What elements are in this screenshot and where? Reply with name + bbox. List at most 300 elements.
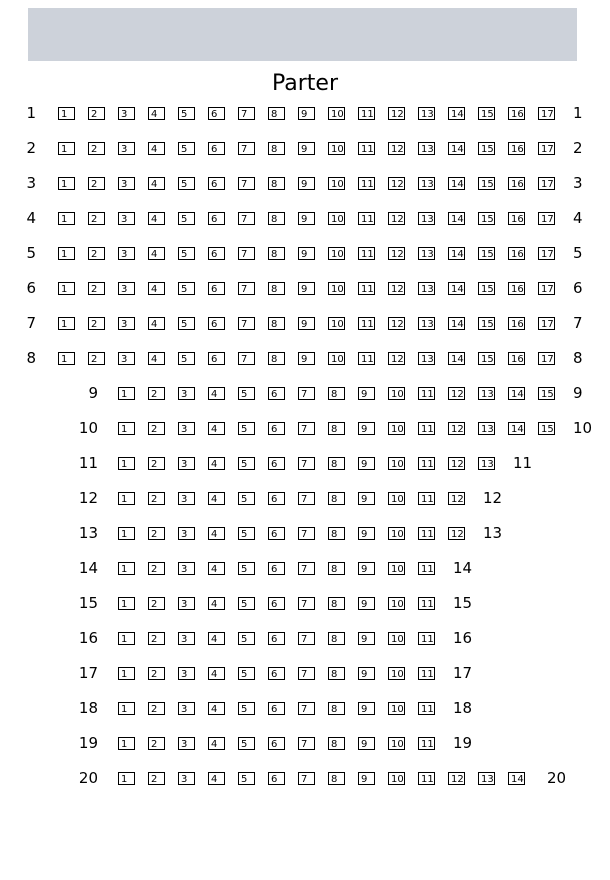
- seat-number: 14: [511, 774, 524, 785]
- seat-row-1-seat-10[interactable]: [328, 107, 345, 120]
- seat-row-6-seat-5[interactable]: [178, 282, 195, 295]
- seat-row-20-seat-14[interactable]: [508, 772, 525, 785]
- seat-row-10-seat-12[interactable]: [448, 422, 465, 435]
- seat-row-14-seat-9[interactable]: [358, 562, 375, 575]
- seat-number: 5: [181, 354, 188, 365]
- seat-row-19-seat-4[interactable]: [208, 737, 225, 750]
- seat-row-4-seat-4[interactable]: [148, 212, 165, 225]
- seat-row-6-seat-15[interactable]: [478, 282, 495, 295]
- seat-row-1-seat-3[interactable]: [118, 107, 135, 120]
- seat-number: 12: [451, 774, 464, 785]
- seat-row-20-seat-4[interactable]: [208, 772, 225, 785]
- seat-row-6-seat-2[interactable]: [88, 282, 105, 295]
- seat-row-16-seat-11[interactable]: [418, 632, 435, 645]
- seat-row-15-seat-6[interactable]: [268, 597, 285, 610]
- seat-row-14-seat-11[interactable]: [418, 562, 435, 575]
- seat-row-19-seat-1[interactable]: [118, 737, 135, 750]
- seat-row-18-seat-7[interactable]: [298, 702, 315, 715]
- seat-row-2-seat-12[interactable]: [388, 142, 405, 155]
- seat-row-4-seat-1[interactable]: [58, 212, 75, 225]
- seat-row-8-seat-3[interactable]: [118, 352, 135, 365]
- seat-row-11-seat-9[interactable]: [358, 457, 375, 470]
- seat-row-19-seat-7[interactable]: [298, 737, 315, 750]
- seat-row-11-seat-4[interactable]: [208, 457, 225, 470]
- seat-row-18-seat-4[interactable]: [208, 702, 225, 715]
- seat-row-1-seat-1[interactable]: [58, 107, 75, 120]
- seat-row-10-seat-5[interactable]: [238, 422, 255, 435]
- seat-row-8-seat-8[interactable]: [268, 352, 285, 365]
- seat-row-11-seat-3[interactable]: [178, 457, 195, 470]
- seat-row-19-seat-6[interactable]: [268, 737, 285, 750]
- seat-row-6-seat-3[interactable]: [118, 282, 135, 295]
- seat-row-2-seat-7[interactable]: [238, 142, 255, 155]
- seat-row-1-seat-17[interactable]: [538, 107, 555, 120]
- seat-row-18-seat-9[interactable]: [358, 702, 375, 715]
- seat-row-2-seat-10[interactable]: [328, 142, 345, 155]
- seat-row-18-seat-3[interactable]: [178, 702, 195, 715]
- seat-row-17-seat-9[interactable]: [358, 667, 375, 680]
- seat-row-7-seat-2[interactable]: [88, 317, 105, 330]
- seat-row-4-seat-12[interactable]: [388, 212, 405, 225]
- seat-row-12-seat-2[interactable]: [148, 492, 165, 505]
- seat-row-7-seat-15[interactable]: [478, 317, 495, 330]
- seat-row-8-seat-10[interactable]: [328, 352, 345, 365]
- seat-row-7-seat-14[interactable]: [448, 317, 465, 330]
- seat-row-16-seat-3[interactable]: [178, 632, 195, 645]
- seat-row-3-seat-11[interactable]: [358, 177, 375, 190]
- seat-row-5-seat-2[interactable]: [88, 247, 105, 260]
- seat-row-5-seat-9[interactable]: [298, 247, 315, 260]
- seat-row-1-seat-5[interactable]: [178, 107, 195, 120]
- seat-row-7-seat-12[interactable]: [388, 317, 405, 330]
- seat-row-6-seat-6[interactable]: [208, 282, 225, 295]
- row-label-left: 19: [78, 734, 98, 752]
- seat-row-15-seat-10[interactable]: [388, 597, 405, 610]
- seat-row-9-seat-2[interactable]: [148, 387, 165, 400]
- seat-row-1-seat-7[interactable]: [238, 107, 255, 120]
- seat-row-4-seat-5[interactable]: [178, 212, 195, 225]
- seat-number: 8: [271, 249, 278, 260]
- seat-row-19-seat-9[interactable]: [358, 737, 375, 750]
- seat-row-7-seat-8[interactable]: [268, 317, 285, 330]
- seat-row-6-seat-16[interactable]: [508, 282, 525, 295]
- seat-row-5-seat-8[interactable]: [268, 247, 285, 260]
- seat-row-7-seat-10[interactable]: [328, 317, 345, 330]
- seat-row-13-seat-11[interactable]: [418, 527, 435, 540]
- seat-row-5-seat-11[interactable]: [358, 247, 375, 260]
- seat-row-5-seat-4[interactable]: [148, 247, 165, 260]
- seat-row-13-seat-9[interactable]: [358, 527, 375, 540]
- seat-row-8-seat-11[interactable]: [358, 352, 375, 365]
- seat-row-10-seat-3[interactable]: [178, 422, 195, 435]
- seat-row-20-seat-11[interactable]: [418, 772, 435, 785]
- seat-row-10-seat-10[interactable]: [388, 422, 405, 435]
- seat-row-10-seat-4[interactable]: [208, 422, 225, 435]
- seat-row-4-seat-9[interactable]: [298, 212, 315, 225]
- row-label-right: 7: [573, 314, 583, 332]
- seat-row-1-seat-8[interactable]: [268, 107, 285, 120]
- seat-row-20-seat-13[interactable]: [478, 772, 495, 785]
- seat-row-12-seat-3[interactable]: [178, 492, 195, 505]
- seat-row-19-seat-10[interactable]: [388, 737, 405, 750]
- seat-row-11-seat-7[interactable]: [298, 457, 315, 470]
- seat-row-6-seat-7[interactable]: [238, 282, 255, 295]
- seat-row-10-seat-6[interactable]: [268, 422, 285, 435]
- seat-row-3-seat-10[interactable]: [328, 177, 345, 190]
- seat-row-3-seat-16[interactable]: [508, 177, 525, 190]
- seat-row-7-seat-9[interactable]: [298, 317, 315, 330]
- seat-row-10-seat-15[interactable]: [538, 422, 555, 435]
- seat-row-2-seat-16[interactable]: [508, 142, 525, 155]
- seat-row-9-seat-8[interactable]: [328, 387, 345, 400]
- seat-row-9-seat-10[interactable]: [388, 387, 405, 400]
- seat-number: 5: [241, 424, 248, 435]
- seat-row-15-seat-3[interactable]: [178, 597, 195, 610]
- seat-row-9-seat-11[interactable]: [418, 387, 435, 400]
- seat-row-7-seat-16[interactable]: [508, 317, 525, 330]
- seat-row-1-seat-12[interactable]: [388, 107, 405, 120]
- seat-row-8-seat-15[interactable]: [478, 352, 495, 365]
- seat-row-1-seat-14[interactable]: [448, 107, 465, 120]
- seat-row-18-seat-1[interactable]: [118, 702, 135, 715]
- seat-row-2-seat-3[interactable]: [118, 142, 135, 155]
- seat-row-15-seat-2[interactable]: [148, 597, 165, 610]
- seat-number: 12: [451, 389, 464, 400]
- seat-row-17-seat-7[interactable]: [298, 667, 315, 680]
- seat-row-7-seat-11[interactable]: [358, 317, 375, 330]
- seat-row-10-seat-11[interactable]: [418, 422, 435, 435]
- seat-row-13-seat-2[interactable]: [148, 527, 165, 540]
- seat-row-8-seat-7[interactable]: [238, 352, 255, 365]
- seat-row-13-seat-12[interactable]: [448, 527, 465, 540]
- seat-row-4-seat-3[interactable]: [118, 212, 135, 225]
- seat-row-19-seat-2[interactable]: [148, 737, 165, 750]
- seat-row-5-seat-10[interactable]: [328, 247, 345, 260]
- seat-row-12-seat-4[interactable]: [208, 492, 225, 505]
- seat-row-17-seat-8[interactable]: [328, 667, 345, 680]
- seat-row-5-seat-15[interactable]: [478, 247, 495, 260]
- seat-row-8-seat-16[interactable]: [508, 352, 525, 365]
- seat-row-13-seat-10[interactable]: [388, 527, 405, 540]
- seat-row-11-seat-8[interactable]: [328, 457, 345, 470]
- seat-row-7-seat-1[interactable]: [58, 317, 75, 330]
- seat-row-18-seat-11[interactable]: [418, 702, 435, 715]
- seat-row-6-seat-14[interactable]: [448, 282, 465, 295]
- seat-row-9-seat-7[interactable]: [298, 387, 315, 400]
- seat-row-2-seat-1[interactable]: [58, 142, 75, 155]
- seat-row-20-seat-12[interactable]: [448, 772, 465, 785]
- seat-row-18-seat-5[interactable]: [238, 702, 255, 715]
- seat-row-8-seat-17[interactable]: [538, 352, 555, 365]
- seat-row-8-seat-4[interactable]: [148, 352, 165, 365]
- seat-row-18-seat-6[interactable]: [268, 702, 285, 715]
- seat-row-16-seat-5[interactable]: [238, 632, 255, 645]
- seat-row-6-seat-4[interactable]: [148, 282, 165, 295]
- seat-row-4-seat-16[interactable]: [508, 212, 525, 225]
- seat-row-5-seat-12[interactable]: [388, 247, 405, 260]
- seat-row-1-seat-4[interactable]: [148, 107, 165, 120]
- seat-row-7-seat-7[interactable]: [238, 317, 255, 330]
- seat-row-12-seat-6[interactable]: [268, 492, 285, 505]
- seat-row-10-seat-2[interactable]: [148, 422, 165, 435]
- seat-row-20-seat-5[interactable]: [238, 772, 255, 785]
- seat-row-13-seat-8[interactable]: [328, 527, 345, 540]
- seat-row-15-seat-9[interactable]: [358, 597, 375, 610]
- seat-row-20-seat-10[interactable]: [388, 772, 405, 785]
- seat-row-20-seat-9[interactable]: [358, 772, 375, 785]
- seat-row-11-seat-6[interactable]: [268, 457, 285, 470]
- seat-row-17-seat-1[interactable]: [118, 667, 135, 680]
- seat-row-12-seat-12[interactable]: [448, 492, 465, 505]
- seat-row-9-seat-15[interactable]: [538, 387, 555, 400]
- seat-row-16-seat-8[interactable]: [328, 632, 345, 645]
- seat-row-8-seat-13[interactable]: [418, 352, 435, 365]
- seat-row-9-seat-12[interactable]: [448, 387, 465, 400]
- seat-row-7-seat-17[interactable]: [538, 317, 555, 330]
- seat-row-3-seat-7[interactable]: [238, 177, 255, 190]
- seat-row-4-seat-14[interactable]: [448, 212, 465, 225]
- seat-row-3-seat-6[interactable]: [208, 177, 225, 190]
- seat-number: 3: [121, 214, 128, 225]
- seat-row-14-seat-2[interactable]: [148, 562, 165, 575]
- seat-row-15-seat-4[interactable]: [208, 597, 225, 610]
- seat-row-9-seat-3[interactable]: [178, 387, 195, 400]
- seat-row-14-seat-3[interactable]: [178, 562, 195, 575]
- seat-row-6-seat-12[interactable]: [388, 282, 405, 295]
- seat-row-11-seat-12[interactable]: [448, 457, 465, 470]
- seat-row-4-seat-6[interactable]: [208, 212, 225, 225]
- seat-row-15-seat-5[interactable]: [238, 597, 255, 610]
- seat-row-14-seat-4[interactable]: [208, 562, 225, 575]
- seat-row-13-seat-6[interactable]: [268, 527, 285, 540]
- seat-row-5-seat-17[interactable]: [538, 247, 555, 260]
- seat-row-17-seat-10[interactable]: [388, 667, 405, 680]
- seat-row-7-seat-13[interactable]: [418, 317, 435, 330]
- seat-row-1-seat-11[interactable]: [358, 107, 375, 120]
- seat-row-2-seat-17[interactable]: [538, 142, 555, 155]
- seat-number: 2: [151, 529, 158, 540]
- seat-row-9-seat-13[interactable]: [478, 387, 495, 400]
- seat-row-4-seat-15[interactable]: [478, 212, 495, 225]
- seat-row-17-seat-11[interactable]: [418, 667, 435, 680]
- seat-row-4-seat-8[interactable]: [268, 212, 285, 225]
- seat-row-2-seat-6[interactable]: [208, 142, 225, 155]
- seat-row-19-seat-8[interactable]: [328, 737, 345, 750]
- seat-row-20-seat-1[interactable]: [118, 772, 135, 785]
- seat-row-10-seat-1[interactable]: [118, 422, 135, 435]
- seat-row-2-seat-9[interactable]: [298, 142, 315, 155]
- seat-row-3-seat-15[interactable]: [478, 177, 495, 190]
- seat-row-3-seat-2[interactable]: [88, 177, 105, 190]
- seat-row-14-seat-1[interactable]: [118, 562, 135, 575]
- seat-row-11-seat-5[interactable]: [238, 457, 255, 470]
- seat-row-10-seat-9[interactable]: [358, 422, 375, 435]
- seat-row-6-seat-10[interactable]: [328, 282, 345, 295]
- seat-row-6-seat-13[interactable]: [418, 282, 435, 295]
- seat-row-16-seat-6[interactable]: [268, 632, 285, 645]
- seat-row-17-seat-6[interactable]: [268, 667, 285, 680]
- seat-row-20-seat-8[interactable]: [328, 772, 345, 785]
- seat-row-12-seat-7[interactable]: [298, 492, 315, 505]
- seat-row-1-seat-6[interactable]: [208, 107, 225, 120]
- seat-row-4-seat-2[interactable]: [88, 212, 105, 225]
- seat-row-17-seat-5[interactable]: [238, 667, 255, 680]
- seat-row-11-seat-11[interactable]: [418, 457, 435, 470]
- seat-row-1-seat-15[interactable]: [478, 107, 495, 120]
- seat-row-12-seat-1[interactable]: [118, 492, 135, 505]
- seat-row-18-seat-10[interactable]: [388, 702, 405, 715]
- seat-row-9-seat-4[interactable]: [208, 387, 225, 400]
- seat-row-20-seat-2[interactable]: [148, 772, 165, 785]
- seat-row-6-seat-9[interactable]: [298, 282, 315, 295]
- seat-row-8-seat-9[interactable]: [298, 352, 315, 365]
- seat-row-8-seat-2[interactable]: [88, 352, 105, 365]
- seat-row-19-seat-11[interactable]: [418, 737, 435, 750]
- seat-row-11-seat-10[interactable]: [388, 457, 405, 470]
- seat-row-9-seat-14[interactable]: [508, 387, 525, 400]
- seat-number: 11: [421, 494, 434, 505]
- seat-row-15-seat-1[interactable]: [118, 597, 135, 610]
- seat-row-19-seat-3[interactable]: [178, 737, 195, 750]
- seat-row-10-seat-7[interactable]: [298, 422, 315, 435]
- seat-row-9-seat-9[interactable]: [358, 387, 375, 400]
- seat-row-13-seat-5[interactable]: [238, 527, 255, 540]
- seat-row-2-seat-11[interactable]: [358, 142, 375, 155]
- seat-row-2-seat-14[interactable]: [448, 142, 465, 155]
- seat-row-18-seat-8[interactable]: [328, 702, 345, 715]
- seat-row-6-seat-11[interactable]: [358, 282, 375, 295]
- seat-row-2-seat-4[interactable]: [148, 142, 165, 155]
- seat-row-7-seat-4[interactable]: [148, 317, 165, 330]
- seat-row-6-seat-8[interactable]: [268, 282, 285, 295]
- seat-row-7-seat-5[interactable]: [178, 317, 195, 330]
- seat-row-15-seat-11[interactable]: [418, 597, 435, 610]
- seat-row-7-seat-6[interactable]: [208, 317, 225, 330]
- seat-number: 6: [211, 214, 218, 225]
- seat-row-16-seat-2[interactable]: [148, 632, 165, 645]
- seat-row-13-seat-4[interactable]: [208, 527, 225, 540]
- seat-row-2-seat-13[interactable]: [418, 142, 435, 155]
- seat-row-8-seat-1[interactable]: [58, 352, 75, 365]
- seat-row-1-seat-13[interactable]: [418, 107, 435, 120]
- seat-row-8-seat-6[interactable]: [208, 352, 225, 365]
- seat-row-16-seat-4[interactable]: [208, 632, 225, 645]
- seat-row-9-seat-1[interactable]: [118, 387, 135, 400]
- seat-row-4-seat-11[interactable]: [358, 212, 375, 225]
- seat-row-5-seat-13[interactable]: [418, 247, 435, 260]
- seat-row-4-seat-7[interactable]: [238, 212, 255, 225]
- seat-row-5-seat-3[interactable]: [118, 247, 135, 260]
- seat-row-12-seat-5[interactable]: [238, 492, 255, 505]
- seat-row-13-seat-1[interactable]: [118, 527, 135, 540]
- seat-row-1-seat-2[interactable]: [88, 107, 105, 120]
- seat-row-3-seat-8[interactable]: [268, 177, 285, 190]
- seat-row-16-seat-9[interactable]: [358, 632, 375, 645]
- seat-row-6-seat-17[interactable]: [538, 282, 555, 295]
- seat-row-4-seat-13[interactable]: [418, 212, 435, 225]
- seat-number: 4: [151, 284, 158, 295]
- seat-row-14-seat-8[interactable]: [328, 562, 345, 575]
- seat-row-1-seat-16[interactable]: [508, 107, 525, 120]
- seat-row-12-seat-8[interactable]: [328, 492, 345, 505]
- seat-row-12-seat-11[interactable]: [418, 492, 435, 505]
- seat-row-15-seat-8[interactable]: [328, 597, 345, 610]
- seat-row-3-seat-14[interactable]: [448, 177, 465, 190]
- seat-row-5-seat-14[interactable]: [448, 247, 465, 260]
- seat-row-11-seat-13[interactable]: [478, 457, 495, 470]
- seat-row-3-seat-9[interactable]: [298, 177, 315, 190]
- seat-row-20-seat-7[interactable]: [298, 772, 315, 785]
- seat-row-3-seat-1[interactable]: [58, 177, 75, 190]
- seat-row-9-seat-5[interactable]: [238, 387, 255, 400]
- seat-row-16-seat-10[interactable]: [388, 632, 405, 645]
- seat-row-14-seat-5[interactable]: [238, 562, 255, 575]
- seat-row-4-seat-10[interactable]: [328, 212, 345, 225]
- seat-row-5-seat-6[interactable]: [208, 247, 225, 260]
- seat-row-12-seat-9[interactable]: [358, 492, 375, 505]
- seat-row-5-seat-1[interactable]: [58, 247, 75, 260]
- seat-row-2-seat-5[interactable]: [178, 142, 195, 155]
- seat-row-20-seat-6[interactable]: [268, 772, 285, 785]
- seat-row-13-seat-7[interactable]: [298, 527, 315, 540]
- seat-row-2-seat-15[interactable]: [478, 142, 495, 155]
- seat-row-3-seat-5[interactable]: [178, 177, 195, 190]
- seat-row-8-seat-12[interactable]: [388, 352, 405, 365]
- seat-row-6-seat-1[interactable]: [58, 282, 75, 295]
- seat-row-18-seat-2[interactable]: [148, 702, 165, 715]
- seat-row-2-seat-2[interactable]: [88, 142, 105, 155]
- seat-number: 5: [181, 284, 188, 295]
- seat-row-3-seat-4[interactable]: [148, 177, 165, 190]
- seat-row-5-seat-7[interactable]: [238, 247, 255, 260]
- seat-row-17-seat-3[interactable]: [178, 667, 195, 680]
- seat-row-17-seat-4[interactable]: [208, 667, 225, 680]
- seat-number: 5: [241, 704, 248, 715]
- row-label-right: 12: [483, 489, 503, 507]
- seat-row-12-seat-10[interactable]: [388, 492, 405, 505]
- seat-row-9-seat-6[interactable]: [268, 387, 285, 400]
- seat-row-8-seat-5[interactable]: [178, 352, 195, 365]
- seat-row-5-seat-5[interactable]: [178, 247, 195, 260]
- seat-row-7-seat-3[interactable]: [118, 317, 135, 330]
- seat-row-16-seat-1[interactable]: [118, 632, 135, 645]
- seat-row-10-seat-13[interactable]: [478, 422, 495, 435]
- seat-row-3-seat-13[interactable]: [418, 177, 435, 190]
- seat-row-14-seat-10[interactable]: [388, 562, 405, 575]
- seat-row-16-seat-7[interactable]: [298, 632, 315, 645]
- seat-row-3-seat-12[interactable]: [388, 177, 405, 190]
- seat-row-5-seat-16[interactable]: [508, 247, 525, 260]
- seat-row-10-seat-14[interactable]: [508, 422, 525, 435]
- seat-row-14-seat-6[interactable]: [268, 562, 285, 575]
- seat-row-8-seat-14[interactable]: [448, 352, 465, 365]
- seat-row-2-seat-8[interactable]: [268, 142, 285, 155]
- seat-row-11-seat-2[interactable]: [148, 457, 165, 470]
- seat-row-3-seat-3[interactable]: [118, 177, 135, 190]
- seat-number: 14: [511, 424, 524, 435]
- seat-row-11-seat-1[interactable]: [118, 457, 135, 470]
- seat-row-15-seat-7[interactable]: [298, 597, 315, 610]
- seat-row-10-seat-8[interactable]: [328, 422, 345, 435]
- seat-row-4-seat-17[interactable]: [538, 212, 555, 225]
- seat-row-1-seat-9[interactable]: [298, 107, 315, 120]
- seat-row-17-seat-2[interactable]: [148, 667, 165, 680]
- seat-row-13-seat-3[interactable]: [178, 527, 195, 540]
- seat-row-19-seat-5[interactable]: [238, 737, 255, 750]
- seat-row-3-seat-17[interactable]: [538, 177, 555, 190]
- seat-row-20-seat-3[interactable]: [178, 772, 195, 785]
- seat-row-14-seat-7[interactable]: [298, 562, 315, 575]
